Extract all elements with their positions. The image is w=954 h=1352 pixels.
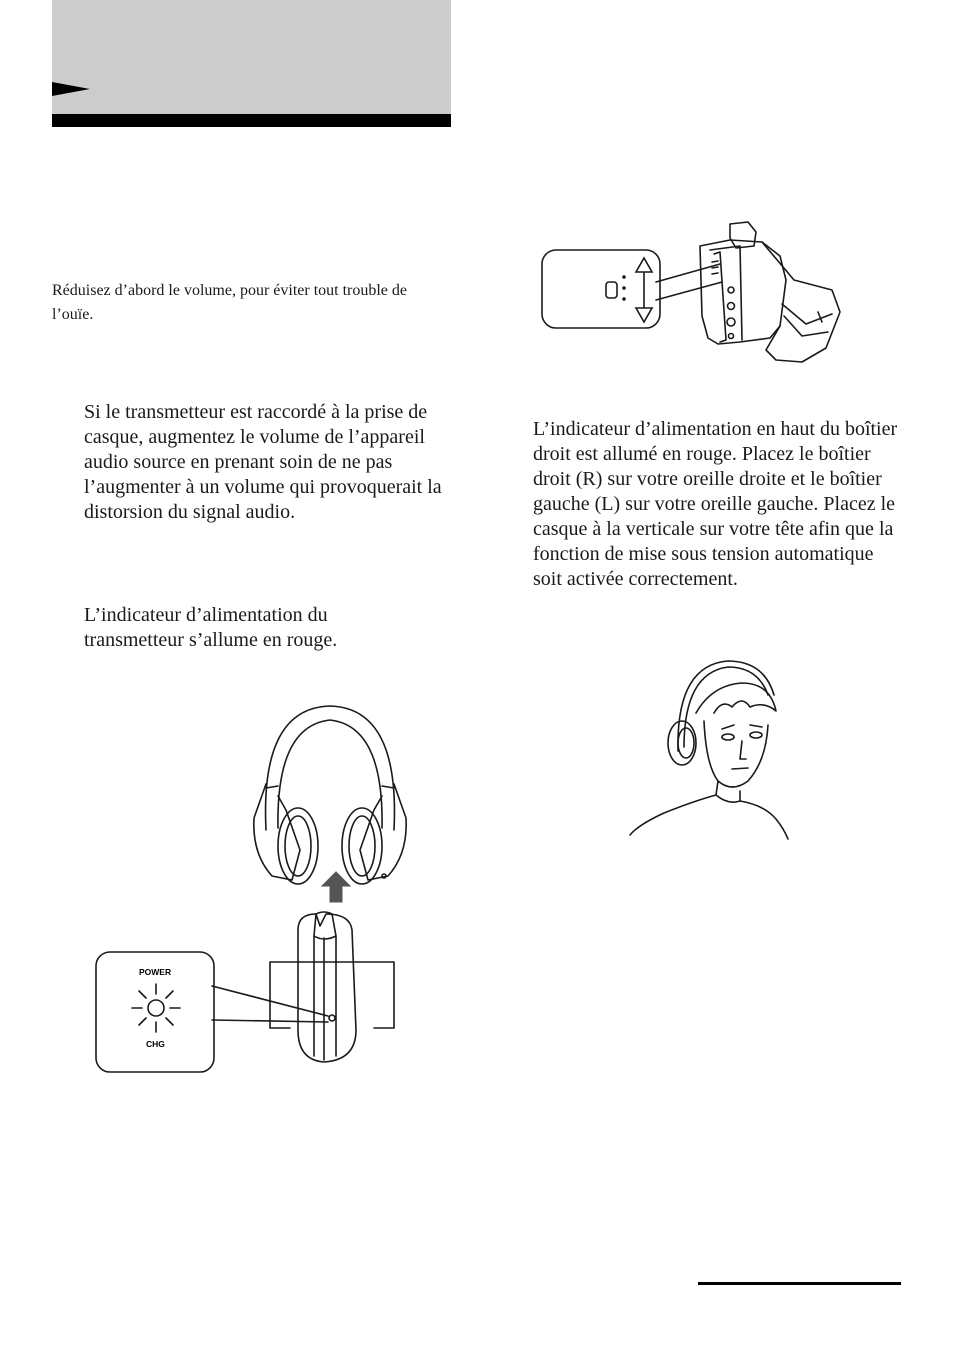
headphones-illustration	[254, 706, 406, 884]
power-indicator-callout	[96, 952, 328, 1072]
person-wearing-headphones-figure	[624, 655, 794, 845]
header-rule	[52, 114, 451, 127]
step-paragraph-wear-headphones: L’indicateur d’alimentation en haut du boîtier droit est allumé en rouge. Placez le boîtier droit (R) sur votre oreille droite et le boîtier gauche (L) sur votre oreille gauche. Placez le casque à la verticale sur votre tête afin que la fonction de mise sous tension automatique soit activée correctement.	[533, 418, 898, 590]
step-paragraph-volume: Si le transmetteur est raccordé à la prise de casque, augmentez le volume de l’appareil audio source en prenant soin de ne pas l’augmenter à un volume qui provoquerait la distorsion du signal audio.	[84, 401, 442, 523]
triangle-right-icon	[52, 82, 90, 96]
lit-indicator-icon	[132, 984, 180, 1032]
section-header-band	[52, 0, 451, 114]
earcup-illustration	[700, 222, 840, 362]
power-switch-icon	[606, 282, 617, 298]
double-arrow-icon	[636, 258, 652, 322]
earcup-power-switch-figure	[540, 220, 850, 370]
chg-label: CHG	[146, 1039, 165, 1049]
power-label: POWER	[139, 967, 172, 977]
up-arrow-icon	[322, 872, 350, 902]
volume-warning-note: Réduisez d’abord le volume, pour éviter tout trouble de l’ouïe.	[52, 282, 408, 323]
transmitter-illustration	[270, 912, 394, 1062]
transmitter-charging-figure	[92, 700, 422, 1080]
step-paragraph-transmitter-indicator: L’indicateur d’alimentation du transmetteur s’allume en rouge.	[84, 604, 338, 651]
footer-rule	[698, 1282, 901, 1285]
